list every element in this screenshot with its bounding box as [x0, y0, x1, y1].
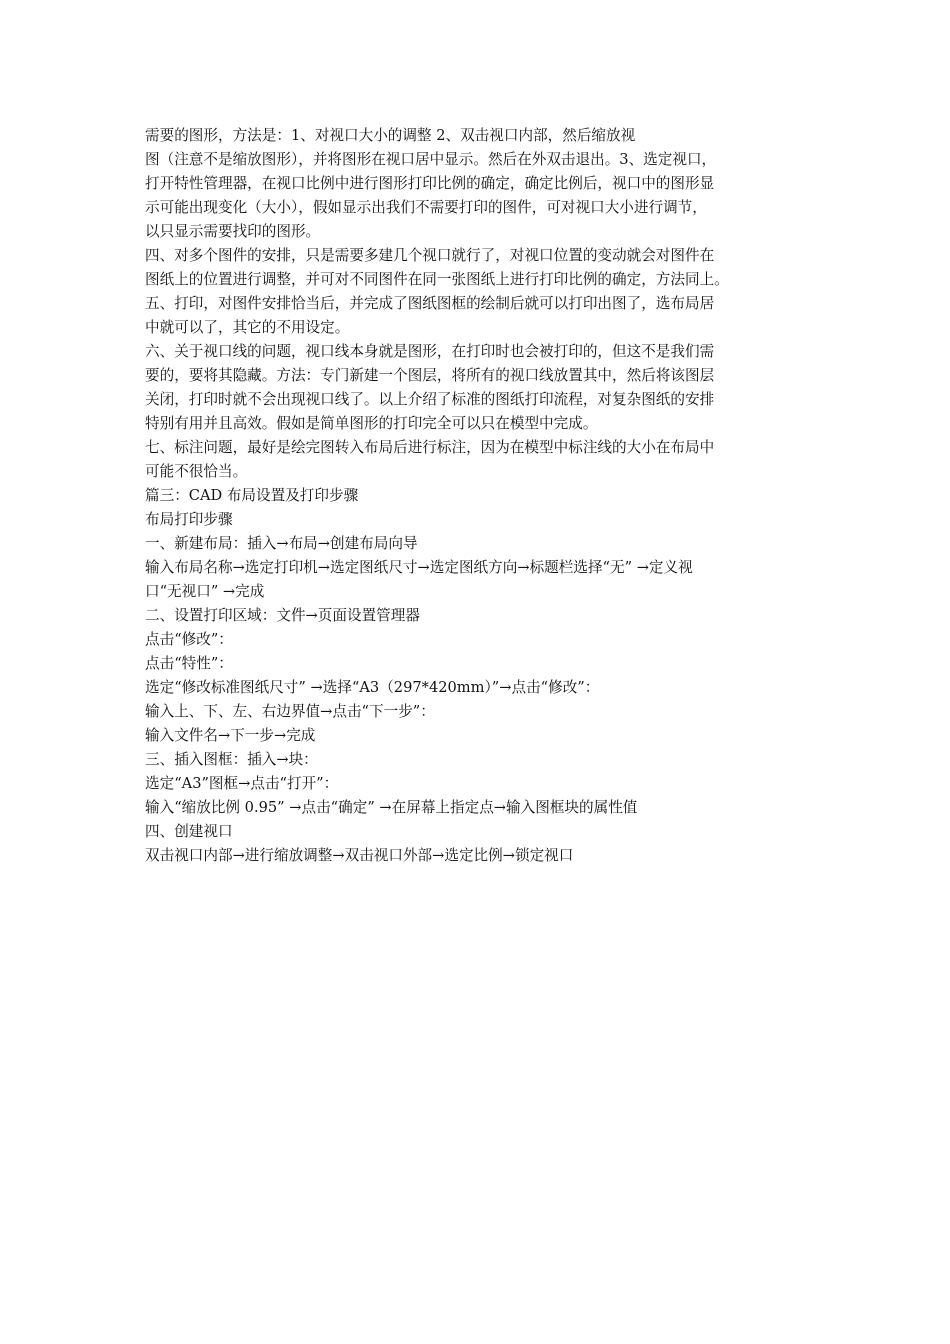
text-line: 一、新建布局：插入→布局→创建布局向导 — [145, 535, 418, 552]
text-line: 图纸上的位置进行调整，并可对不同图件在同一张图纸上进行打印比例的确定，方法同上。 — [145, 271, 729, 288]
text-line: 需要的图形，方法是：1、对视口大小的调整 2、双击视口内部，然后缩放视 — [145, 127, 636, 144]
text-line: 四、对多个图件的安排，只是需要多建几个视口就行了，对视口位置的变动就会对图件在 — [145, 247, 715, 264]
text-line: 可能不很恰当。 — [145, 463, 248, 480]
text-line: 选定“A3”图框→点击“打开”： — [145, 775, 339, 792]
text-line: 六、关于视口线的问题，视口线本身就是图形，在打印时也会被打印的，但这不是我们需 — [145, 343, 715, 360]
text-line: 输入“缩放比例 0.95” →点击“确定” →在屏幕上指定点→输入图框块的属性值 — [145, 799, 638, 816]
text-line: 关闭，打印时就不会出现视口线了。以上介绍了标准的图纸打印流程，对复杂图纸的安排 — [145, 391, 715, 408]
text-line: 图（注意不是缩放图形），并将图形在视口居中显示。然后在外双击退出。3、选定视口， — [145, 151, 717, 168]
text-line: 打开特性管理器，在视口比例中进行图形打印比例的确定，确定比例后，视口中的图形显 — [145, 175, 715, 192]
text-line: 双击视口内部→进行缩放调整→双击视口外部→选定比例→锁定视口 — [145, 847, 574, 864]
text-line: 示可能出现变化（大小），假如显示出我们不需要打印的图件，可对视口大小进行调节， — [145, 199, 707, 216]
subsection-heading: 布局打印步骤 — [145, 511, 233, 528]
text-line: 三、插入图框：插入→块： — [145, 751, 318, 768]
text-line: 口“无视口” →完成 — [145, 583, 265, 600]
text-line: 七、标注问题，最好是绘完图转入布局后进行标注，因为在模型中标注线的大小在布局中 — [145, 439, 715, 456]
text-line: 选定“修改标准图纸尺寸” →选择“A3（297*420mm）”→点击“修改”： — [145, 679, 600, 696]
text-line: 点击“修改”： — [145, 631, 233, 648]
text-line: 二、设置打印区域：文件→页面设置管理器 — [145, 607, 420, 624]
text-line: 四、创建视口 — [145, 823, 233, 840]
text-line: 特别有用并且高效。假如是简单图形的打印完全可以只在模型中完成。 — [145, 415, 598, 432]
text-line: 以只显示需要找印的图形。 — [145, 223, 321, 240]
text-line: 五、打印，对图件安排恰当后，并完成了图纸图框的绘制后就可以打印出图了，选布局居 — [145, 295, 715, 312]
section-heading: 篇三：CAD 布局设置及打印步骤 — [145, 487, 359, 504]
text-line: 输入上、下、左、右边界值→点击“下一步”： — [145, 703, 435, 720]
text-line: 要的，要将其隐藏。方法：专门新建一个图层，将所有的视口线放置其中，然后将该图层 — [145, 367, 715, 384]
text-line: 输入布局名称→选定打印机→选定图纸尺寸→选定图纸方向→标题栏选择“无” →定义视 — [145, 559, 693, 576]
text-line: 输入文件名→下一步→完成 — [145, 727, 316, 744]
document-body — [145, 124, 809, 868]
text-line: 中就可以了，其它的不用设定。 — [145, 319, 350, 336]
text-line: 点击“特性”： — [145, 655, 233, 672]
